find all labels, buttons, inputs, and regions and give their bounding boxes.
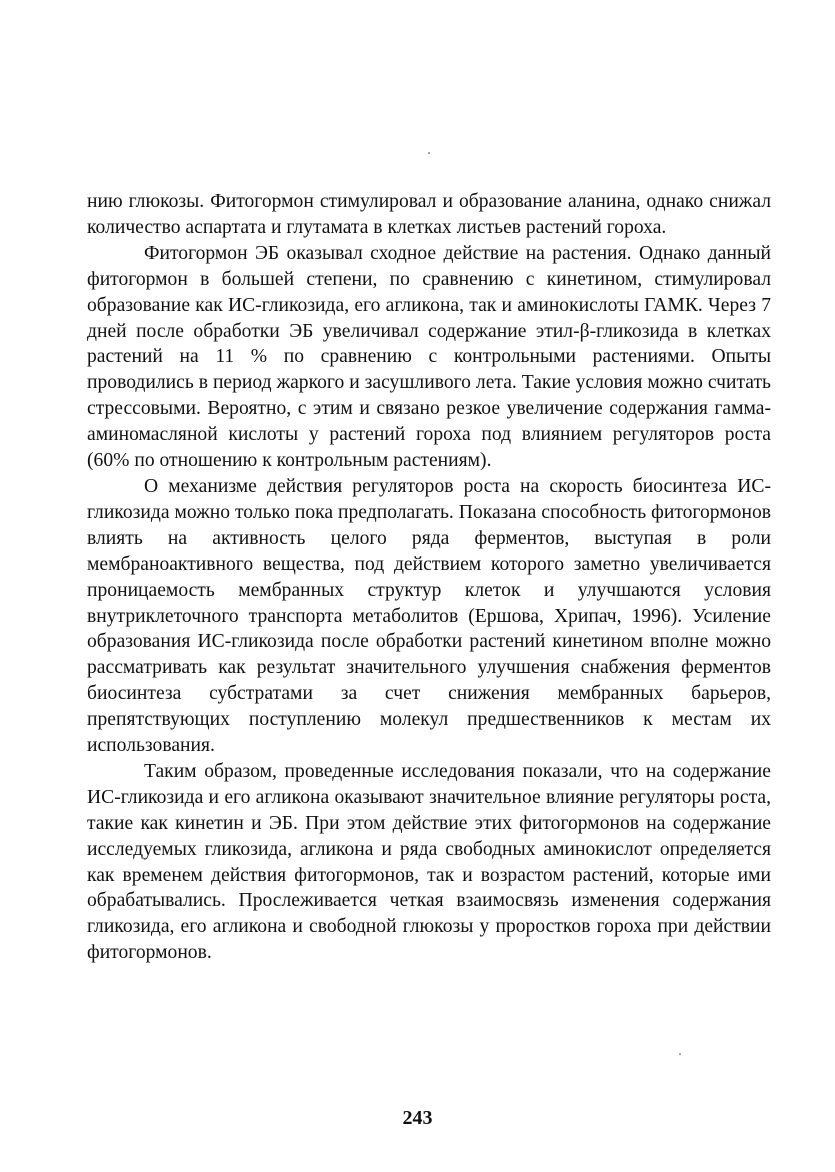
page-number: 243 (402, 1107, 433, 1129)
scan-speck (679, 1053, 681, 1055)
scan-speck (428, 152, 430, 154)
paragraph-continuation: нию глюкозы. Фитогормон стимулировал и образование аланина, однако снижал количество аспартата и глутамата в клетках листьев растений гороха. (87, 191, 771, 238)
paragraph-conclusion: Таким образом, проведенные исследования показали, что на содержание ИС-гликозида и его агликона оказывают значительное влияние регуляторы роста, такие как кинетин и ЭБ. При этом действие этих фитогормонов на содержание исследуемых гликозида, агликона и ряда свободных аминокислот определяется как временем действия фитогормонов, так и возрастом растений, которые ими обрабатывались. Прослеживается четкая взаимосвязь изменения содержания гликозида, его агликона и свободной глюкозы у проростков гороха при действии фитогормонов. (87, 760, 771, 964)
paragraph-eb-effect: Фитогормон ЭБ оказывал сходное действие на растения. Однако данный фитогормон в большей степени, по сравнению с кинетином, стимулировал образование как ИС-гликозида, его агликона, так и аминокислоты ГАМК. Через 7 дней после обработки ЭБ увеличивал содержание этил-β-гликозида в клетках растений на 11 % по сравнению с контрольными растениями. Опыты проводились в период жаркого и засушливого лета. Такие условия можно считать стрессовыми. Вероятно, с этим и связано резкое увеличение содержания гамма-аминомасляной кислоты у растений гороха под влиянием регуляторов роста (60% по отношению к контрольным растениям). (87, 242, 771, 472)
paragraph-mechanism: О механизме действия регуляторов роста на скорость биосинтеза ИС-гликозида можно только пока предполагать. Показана способность фитогормонов влиять на активность целого ряда ферментов, выступая в роли мембраноактивного вещества, под действием которого заметно увеличивается проницаемость мембранных структур клеток и улучшаются условия внутриклеточного транспорта метаболитов (Ершова, Хрипач, 1996). Усиление образования ИС-гликозида после обработки растений кинетином вполне можно рассматривать как результат значительного улучшения снабжения ферментов биосинтеза субстратами за счет снижения мембранных барьеров, препятствующих поступлению молекул предшественников к местам их использования. (87, 475, 771, 757)
body-text (87, 189, 771, 966)
